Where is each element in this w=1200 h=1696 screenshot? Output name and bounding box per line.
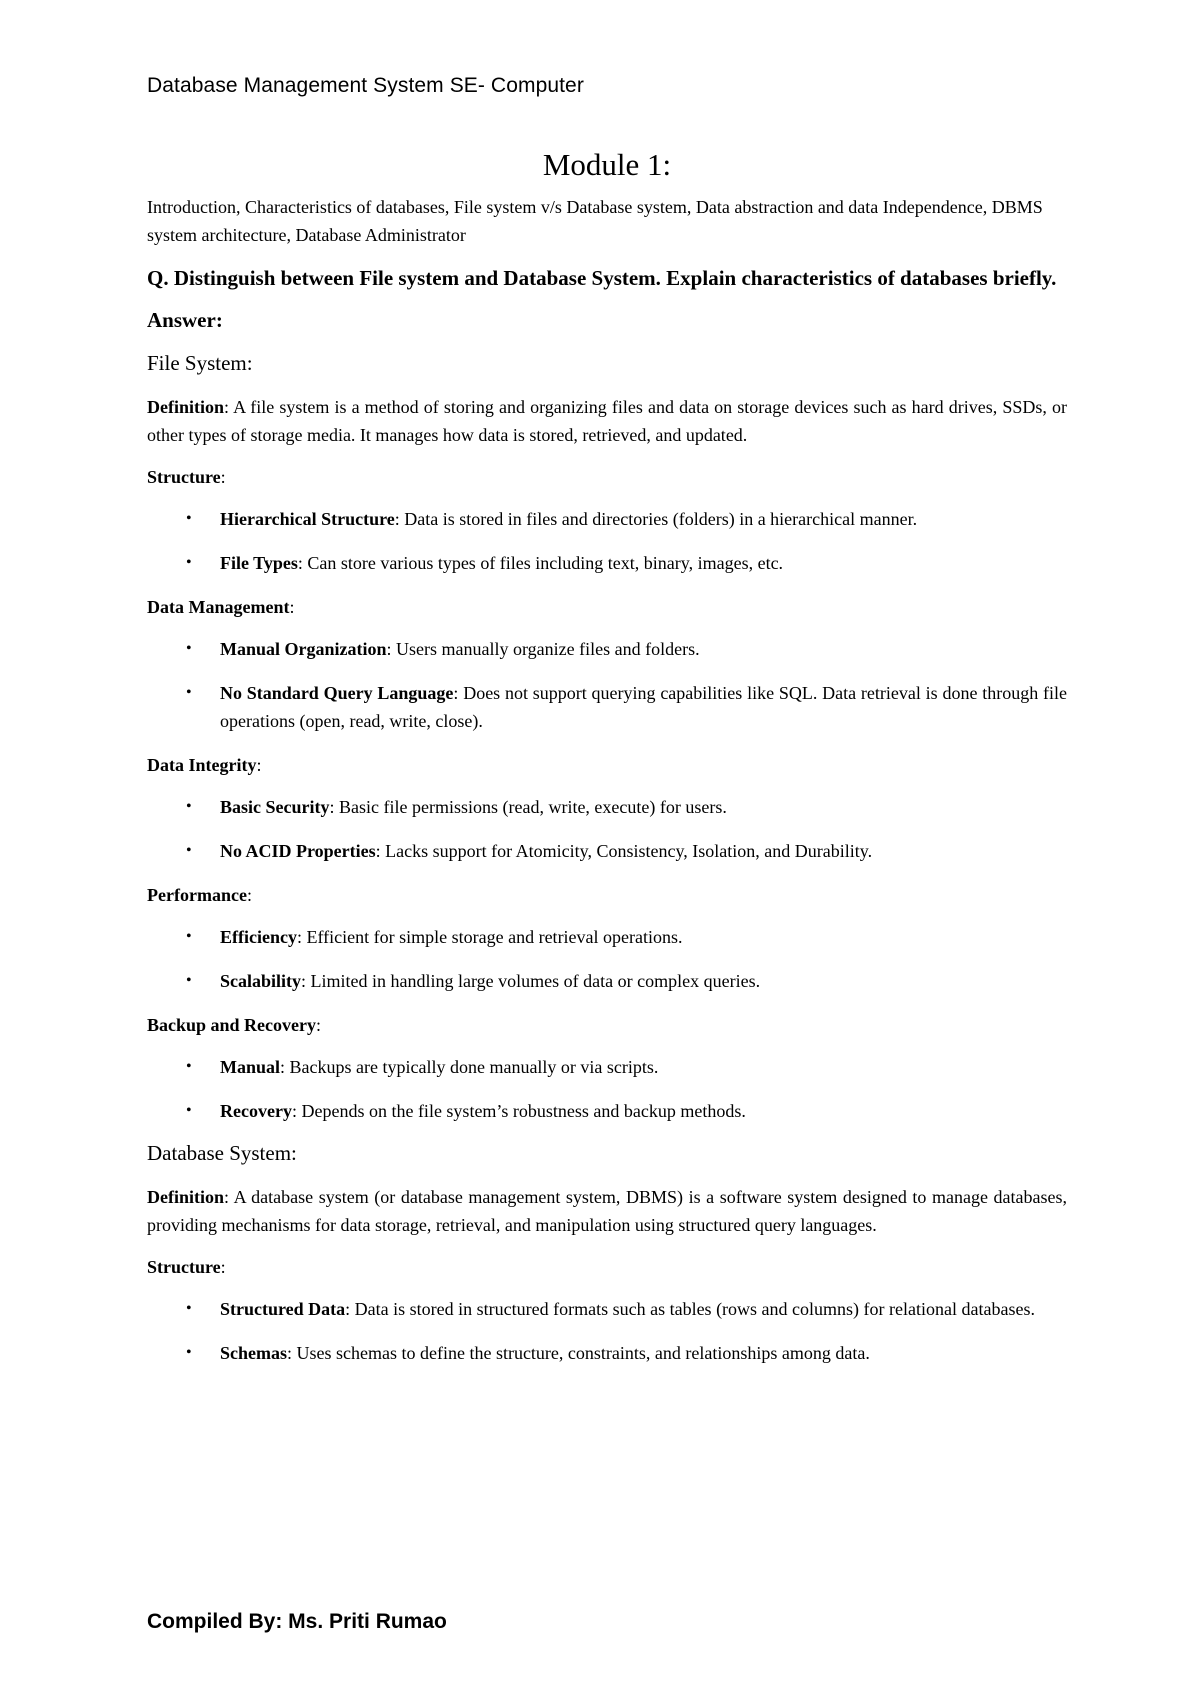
question: Q. Distinguish between File system and Database System. Explain characteristics of databases briefly. [147,266,1057,290]
fs-data-integrity-list [147,793,1067,865]
list-item [147,505,1067,533]
item-text: : Backups are typically done manually or via scripts. [280,1057,659,1077]
item-term: Basic Security [220,797,330,817]
item-term: Manual Organization [220,639,387,659]
db-structure-heading [147,1253,1067,1281]
bullet: • [186,1102,192,1119]
sub-heading-label: Backup and Recovery [147,1015,317,1035]
fs-data-management-list [147,635,1067,735]
colon: : [246,885,252,905]
sub-heading-label: Structure [147,1257,221,1277]
bullet: • [186,1058,192,1075]
list-item [147,1053,1067,1081]
item-text: : Data is stored in files and directories (folders) in a hierarchical manner. [394,509,918,529]
item-term: Structured Data [220,1299,346,1319]
module-topics: Introduction, Characteristics of databases, File system v/s Database system, Data abstraction and data Independence, DBMS system architecture, Database Administrator [147,197,1043,245]
sub-heading-label: Structure [147,467,221,487]
bullet: • [186,1344,192,1361]
answer-label: Answer: [147,308,223,332]
list-item [147,1295,1067,1323]
file-system-heading: File System: [147,351,253,375]
fs-performance-list [147,923,1067,995]
sub-heading-label: Performance [147,885,247,905]
definition-label: Definition [147,1187,225,1207]
item-term: Efficiency [220,927,297,947]
item-term: Recovery [220,1101,292,1121]
page-header: Database Management System SE- Computer [147,74,584,97]
module-title: Module 1: [542,147,672,182]
list-item [147,967,1067,995]
list-item [147,1097,1067,1125]
colon: : [316,1015,322,1035]
item-text: : Uses schemas to define the structure, constraints, and relationships among data. [287,1343,870,1363]
item-text: : Can store various types of files including text, binary, images, etc. [297,553,784,573]
item-text: : Basic file permissions (read, write, execute) for users. [329,797,727,817]
fs-structure-list [147,505,1067,577]
item-text: : Does not support querying capabilities like SQL. Data retrieval is done through file operations (open, read, write, close). [220,683,1067,731]
bullet: • [186,972,192,989]
item-text: : Limited in handling large volumes of data or complex queries. [301,971,761,991]
colon: : [220,1257,226,1277]
fs-structure-heading [147,463,1067,491]
list-item [147,1339,1067,1367]
fs-backup-heading [147,1011,1067,1039]
definition-label: Definition [147,397,225,417]
colon: : [220,467,226,487]
page-content [147,147,1067,1383]
item-term: Manual [220,1057,281,1077]
fs-performance-heading [147,881,1067,909]
database-system-definition [147,1183,1067,1239]
bullet: • [186,842,192,859]
item-term: Hierarchical Structure [220,509,395,529]
list-item [147,549,1067,577]
colon: : [256,755,262,775]
item-term: Scalability [220,971,302,991]
sub-heading-label: Data Integrity [147,755,257,775]
item-term: Schemas [220,1343,287,1363]
list-item [147,923,1067,951]
file-system-definition [147,393,1067,449]
item-text: : Depends on the file system’s robustness and backup methods. [291,1101,746,1121]
list-item [147,635,1067,663]
list-item [147,679,1067,735]
list-item [147,793,1067,821]
item-text: : Users manually organize files and folders. [386,639,700,659]
item-text: : Data is stored in structured formats such as tables (rows and columns) for relational databases. [345,1299,1035,1319]
definition-text: : A file system is a method of storing and organizing files and data on storage devices such as hard drives, SSDs, or other types of storage media. It manages how data is stored, retrieved, and updated. [147,397,1067,445]
bullet: • [186,684,192,701]
bullet: • [186,1300,192,1317]
bullet: • [186,554,192,571]
fs-data-management-heading [147,593,1067,621]
item-term: No ACID Properties [220,841,376,861]
db-structure-list [147,1295,1067,1367]
definition-text: : A database system (or database management system, DBMS) is a software system designed to manage databases, providing mechanisms for data storage, retrieval, and manipulation using structured query languages. [147,1187,1067,1235]
item-term: No Standard Query Language [220,683,454,703]
page-footer: Compiled By: Ms. Priti Rumao [147,1610,447,1633]
list-item [147,837,1067,865]
bullet: • [186,640,192,657]
item-term: File Types [220,553,298,573]
bullet: • [186,928,192,945]
bullet: • [186,510,192,527]
sub-heading-label: Data Management [147,597,290,617]
bullet: • [186,798,192,815]
colon: : [289,597,295,617]
fs-backup-list [147,1053,1067,1125]
fs-data-integrity-heading [147,751,1067,779]
item-text: : Efficient for simple storage and retrieval operations. [296,927,683,947]
item-text: : Lacks support for Atomicity, Consistency, Isolation, and Durability. [375,841,873,861]
database-system-heading: Database System: [147,1141,297,1165]
